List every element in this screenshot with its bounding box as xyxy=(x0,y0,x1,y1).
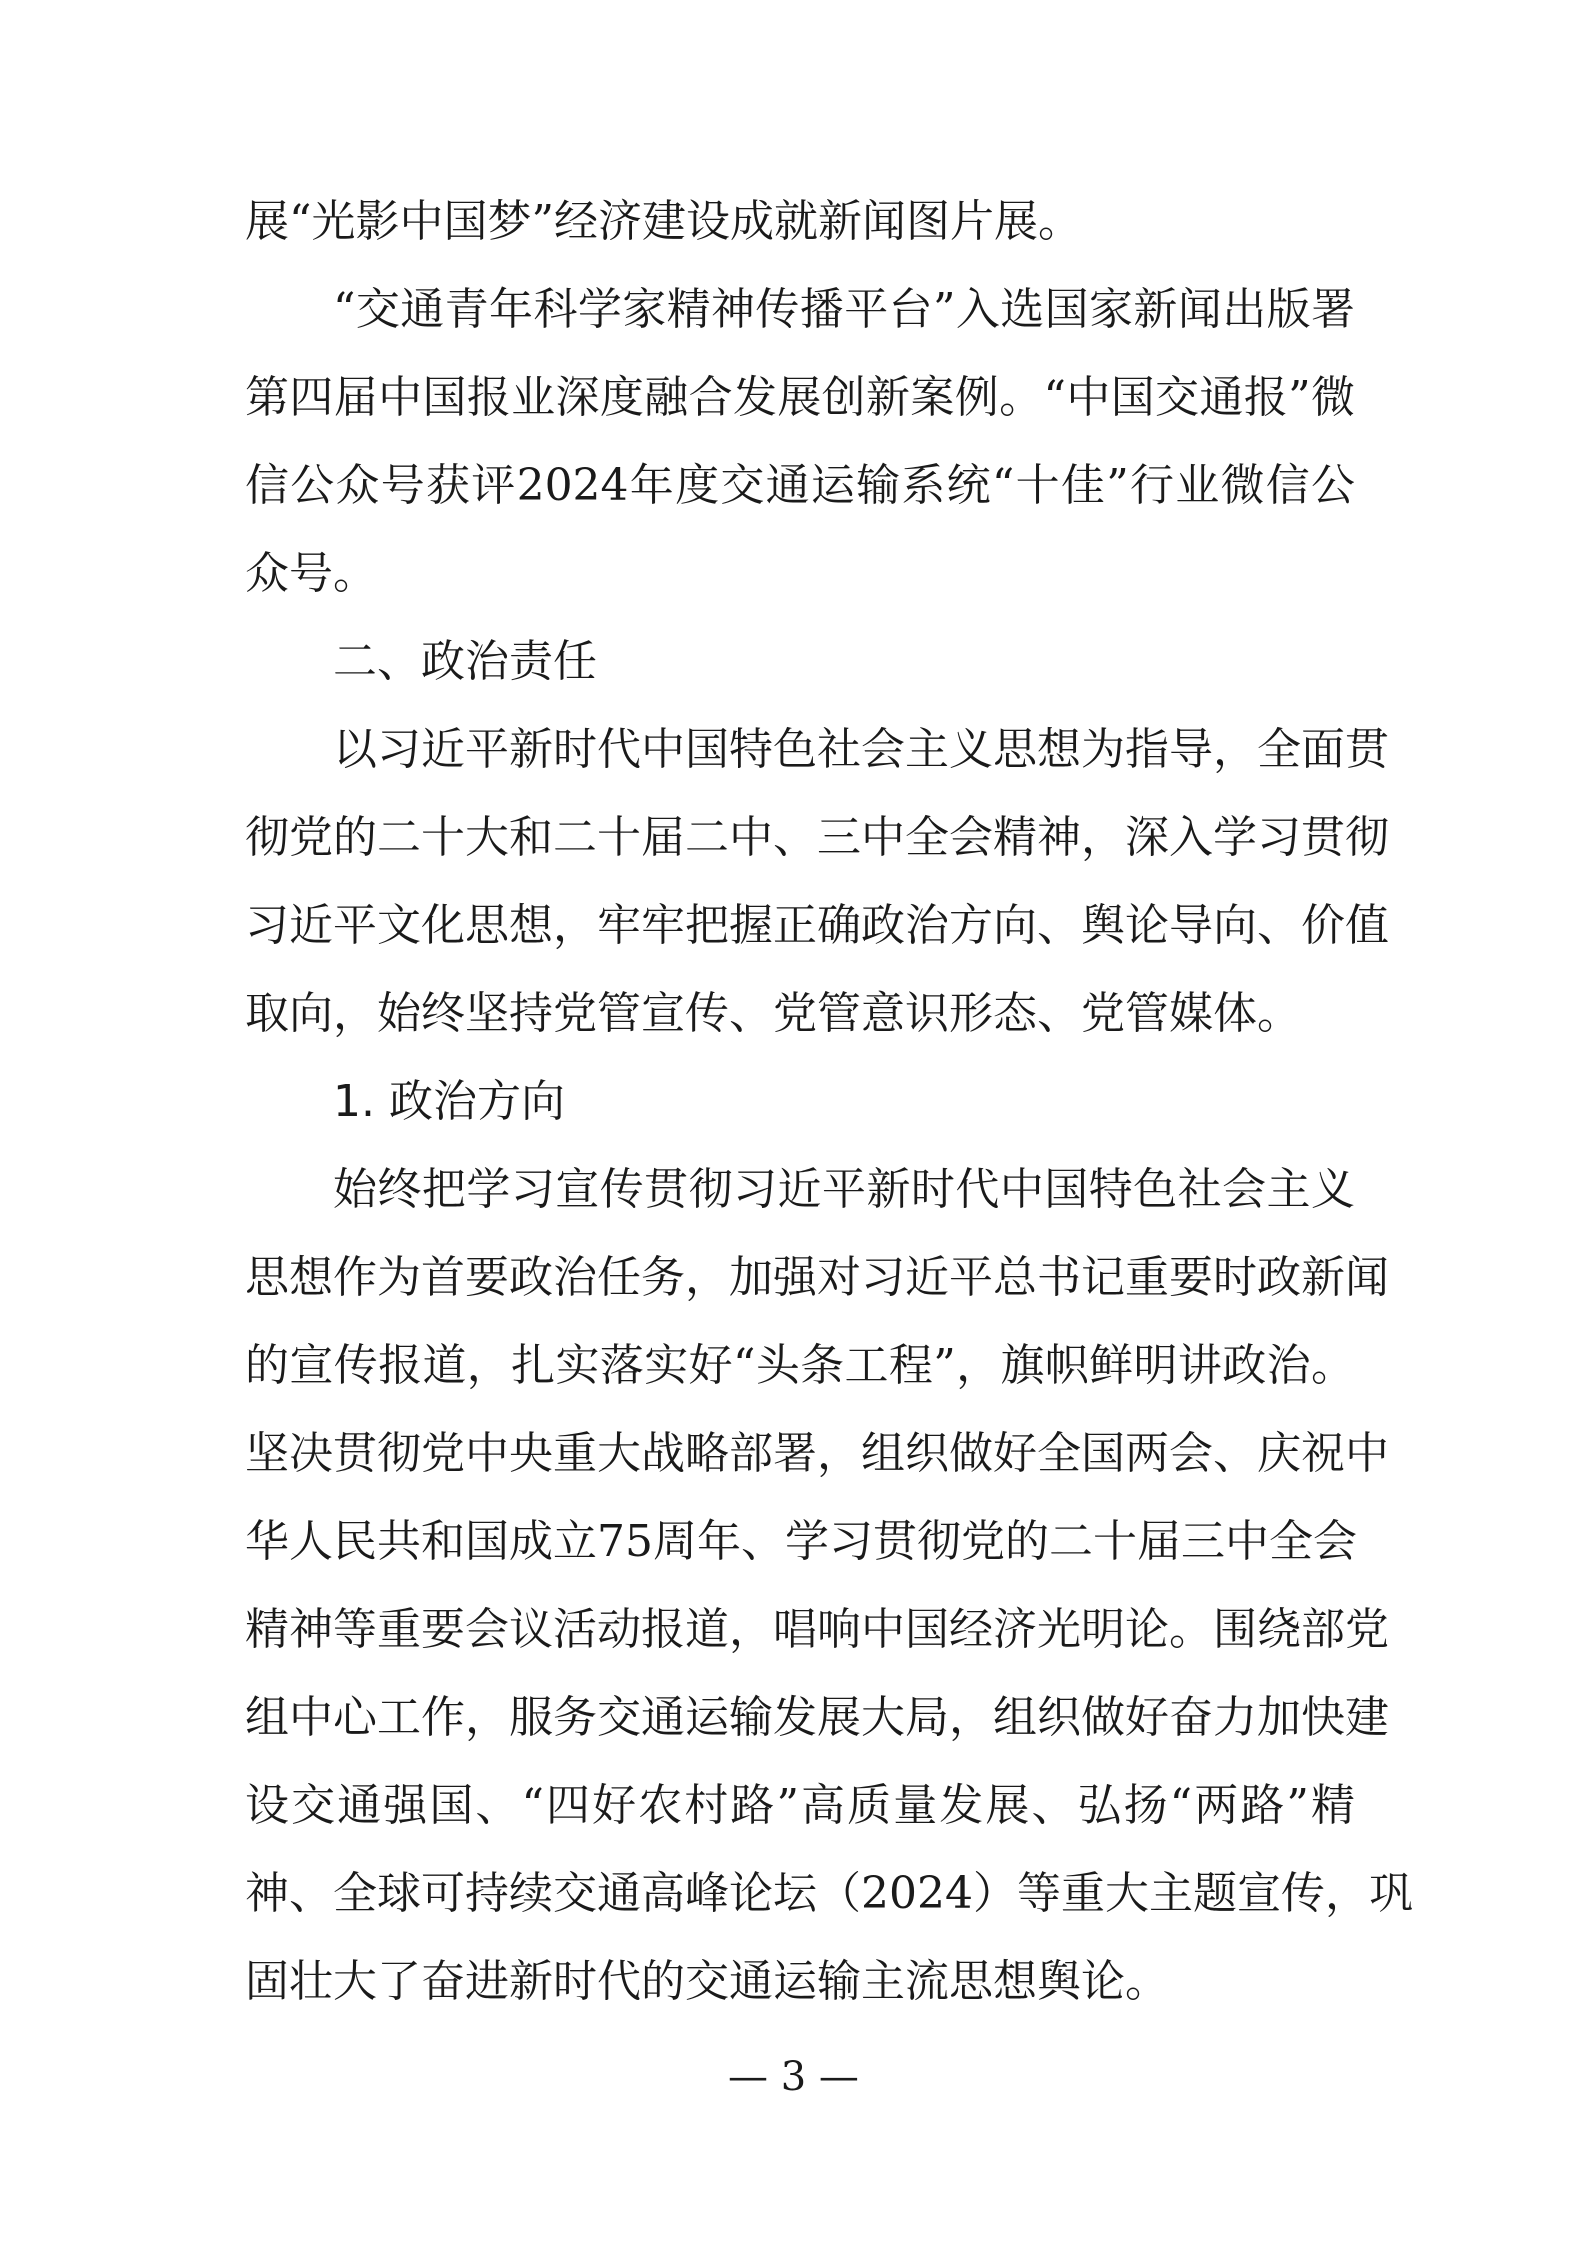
section-heading xyxy=(245,618,1355,706)
text-line: 众号。 xyxy=(245,548,377,599)
text-line: 设交通强国、“四好农村路”高质量发展、弘扬“两路”精 xyxy=(245,1780,1355,1831)
text-line: 坚决贯彻党中央重大战略部署，组织做好全国两会、庆祝中 xyxy=(245,1428,1389,1479)
text-line: 信公众号获评2024年度交通运输系统“十佳”行业微信公 xyxy=(245,460,1355,511)
text-line: 精神等重要会议活动报道，唱响中国经济光明论。围绕部党 xyxy=(245,1604,1389,1655)
text-line: 神、全球可持续交通高峰论坛（2024）等重大主题宣传，巩 xyxy=(245,1868,1413,1919)
document-body xyxy=(245,178,1413,2026)
text-line: 固壮大了奋进新时代的交通运输主流思想舆论。 xyxy=(245,1956,1169,2007)
text-line: 彻党的二十大和二十届二中、三中全会精神，深入学习贯彻 xyxy=(245,812,1389,863)
text-line: 第四届中国报业深度融合发展创新案例。“中国交通报”微 xyxy=(245,372,1355,423)
text-line: 组中心工作，服务交通运输发展大局，组织做好奋力加快建 xyxy=(245,1692,1389,1743)
heading-text: 二、政治责任 xyxy=(333,636,597,687)
subsection-heading xyxy=(245,1058,1355,1146)
text-line: 以习近平新时代中国特色社会主义思想为指导，全面贯 xyxy=(333,724,1389,775)
text-line: 思想作为首要政治任务，加强对习近平总书记重要时政新闻 xyxy=(245,1252,1389,1303)
paragraph-continuation xyxy=(245,178,1355,266)
paragraph-guidance xyxy=(245,706,1389,1058)
text-line: 始终把学习宣传贯彻习近平新时代中国特色社会主义 xyxy=(333,1164,1355,1215)
page-number: — 3 — xyxy=(728,2054,859,2100)
text-line: 取向，始终坚持党管宣传、党管意识形态、党管媒体。 xyxy=(245,988,1301,1039)
subheading-text: 1. 政治方向 xyxy=(333,1076,565,1127)
text-line: 的宣传报道，扎实落实好“头条工程”，旗帜鲜明讲政治。 xyxy=(245,1340,1355,1391)
paragraph-award xyxy=(245,266,1355,618)
text-line: 华人民共和国成立75周年、学习贯彻党的二十届三中全会 xyxy=(245,1516,1357,1567)
text-line: 习近平文化思想，牢牢把握正确政治方向、舆论导向、价值 xyxy=(245,900,1389,951)
text-line: 展“光影中国梦”经济建设成就新闻图片展。 xyxy=(245,196,1082,247)
text-line: “交通青年科学家精神传播平台”入选国家新闻出版署 xyxy=(333,284,1355,335)
paragraph-political-direction xyxy=(245,1146,1413,2026)
